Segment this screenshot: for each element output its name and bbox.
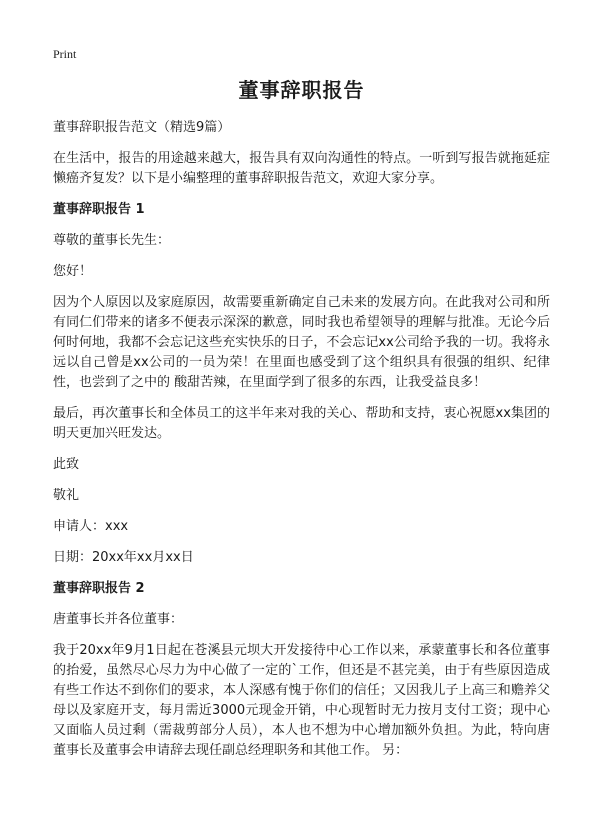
document-title: 董事辞职报告 [238,78,365,102]
body-paragraph-1a: 因为个人原因以及家庭原因，故需要重新确定自己未来的发展方向。在此我对公司和所有同仁们带来的诸多不便表示深深的歉意，同时我也希望领导的理解与批准。无论今后何时何地，我都不会忘记这些充实快乐的日子，不会忘记xx公司给予我的一切。我将永远以自己曾是xx公司的一员为荣！在里面也感受到了这个组织具有很强的组织、纪律性，也尝到了之中的 酸甜苦辣，在里面学到了很多的东西，让我受益良多！ [53,295,550,390]
salutation-1: 尊敬的董事长先生： [53,233,171,248]
salutation-2: 唐董事长并各位董事： [53,612,184,627]
body-paragraph-1b: 最后，再次董事长和全体员工的这半年来对我的关心、帮助和支持，衷心祝愿xx集团的明天更加兴旺发达。 [53,406,550,441]
print-link[interactable]: Print [53,47,77,61]
closing-line-1: 此致 [53,457,80,472]
intro-paragraph: 在生活中，报告的用途越来越大，报告具有双向沟通性的特点。一听到写报告就拖延症懒癌齐复发？以下是小编整理的董事辞职报告范文，欢迎大家分享。 [53,151,550,186]
body-paragraph-2a: 我于20xx年9月1日起在苍溪县元坝大开发接待中心工作以来，承蒙董事长和各位董事的抬爱，虽然尽心尽力为中心做了一定的`工作，但还是不甚完美，由于有些原因造成有些工作达不到你们的要求，本人深感有愧于你们的信任；又因我儿子上高三和赡养父母以及家庭开支，每月需近3000元现金开销，中心现暂时无力按月支付工资；现中心又面临人员过剩（需裁剪部分人员），本人也不想为中心增加额外负担。为此，特向唐董事长及董事会申请辞去现任副总经理职务和其他工作。 另： [53,643,550,758]
document-body [53,76,550,772]
section-heading-2: 董事辞职报告 2 [53,581,145,596]
date-line: 日期：20xx年xx月xx日 [53,550,194,565]
section-heading-1: 董事辞职报告 1 [53,202,145,217]
closing-line-2: 敬礼 [53,488,80,503]
greeting-1: 您好！ [53,264,93,279]
document-subtitle: 董事辞职报告范文（精选9篇） [53,120,231,135]
applicant-line: 申请人：xxx [53,519,129,534]
